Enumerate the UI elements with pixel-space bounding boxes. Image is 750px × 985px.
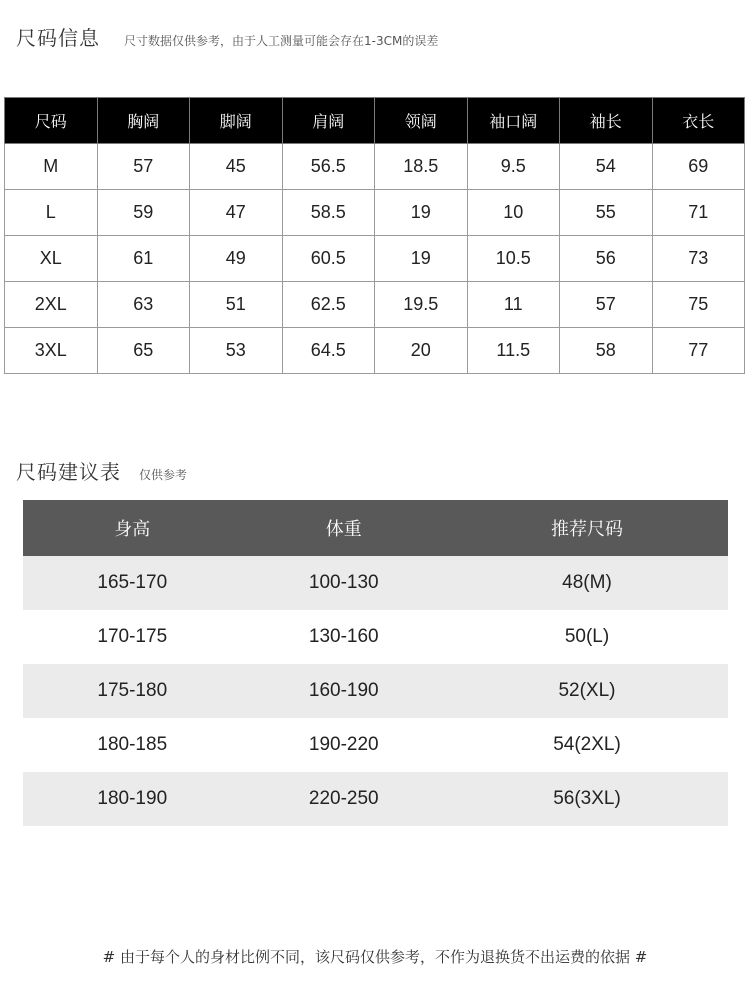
table-cell: 175-180: [23, 664, 242, 718]
table-row: [5, 282, 745, 328]
table-cell: 57: [97, 144, 190, 190]
table-row: [23, 556, 728, 610]
table-row: [23, 718, 728, 772]
recommend-title: 尺码建议表: [16, 460, 121, 484]
table-cell: 56: [560, 236, 653, 282]
table-cell: L: [5, 190, 98, 236]
col-header: 脚阔: [190, 98, 283, 144]
size-table-header: [5, 98, 745, 144]
table-cell: 77: [652, 328, 745, 374]
table-cell: 19: [375, 190, 468, 236]
table-cell: 18.5: [375, 144, 468, 190]
col-header: 身高: [23, 500, 242, 556]
col-header: 体重: [242, 500, 446, 556]
size-info-title: 尺码信息: [16, 26, 100, 50]
table-cell: 62.5: [282, 282, 375, 328]
table-cell: 100-130: [242, 556, 446, 610]
table-cell: 3XL: [5, 328, 98, 374]
table-cell: 71: [652, 190, 745, 236]
table-cell: 73: [652, 236, 745, 282]
table-cell: 2XL: [5, 282, 98, 328]
table-row: [5, 328, 745, 374]
table-cell: 65: [97, 328, 190, 374]
recommend-note: 仅供参考: [139, 468, 188, 482]
recommend-table: [23, 500, 728, 826]
table-cell: M: [5, 144, 98, 190]
table-cell: 19.5: [375, 282, 468, 328]
table-cell: 160-190: [242, 664, 446, 718]
table-cell: 10.5: [467, 236, 560, 282]
table-cell: 180-185: [23, 718, 242, 772]
col-header: 衣长: [652, 98, 745, 144]
table-cell: 52(XL): [446, 664, 728, 718]
table-cell: 220-250: [242, 772, 446, 826]
table-cell: 190-220: [242, 718, 446, 772]
table-cell: 51: [190, 282, 283, 328]
table-cell: 54: [560, 144, 653, 190]
col-header: 袖长: [560, 98, 653, 144]
table-row: [23, 772, 728, 826]
table-cell: 55: [560, 190, 653, 236]
table-cell: 61: [97, 236, 190, 282]
table-cell: 50(L): [446, 610, 728, 664]
size-info-heading: [16, 22, 438, 51]
table-cell: 57: [560, 282, 653, 328]
table-cell: 56.5: [282, 144, 375, 190]
table-row: [5, 190, 745, 236]
table-cell: 10: [467, 190, 560, 236]
table-cell: 48(M): [446, 556, 728, 610]
table-cell: 54(2XL): [446, 718, 728, 772]
table-cell: 64.5: [282, 328, 375, 374]
table-cell: XL: [5, 236, 98, 282]
table-cell: 53: [190, 328, 283, 374]
disclaimer-footer: # 由于每个人的身材比例不同，该尺码仅供参考，不作为退换货不出运费的依据 #: [102, 948, 648, 966]
table-cell: 58.5: [282, 190, 375, 236]
table-cell: 11.5: [467, 328, 560, 374]
size-table: [4, 97, 745, 374]
table-row: [23, 610, 728, 664]
table-cell: 170-175: [23, 610, 242, 664]
size-info-note: 尺寸数据仅供参考，由于人工测量可能会存在1-3CM的误差: [124, 34, 439, 48]
table-row: [5, 144, 745, 190]
table-cell: 60.5: [282, 236, 375, 282]
col-header: 领阔: [375, 98, 468, 144]
table-cell: 69: [652, 144, 745, 190]
table-cell: 59: [97, 190, 190, 236]
table-row: [23, 664, 728, 718]
recommend-table-header: [23, 500, 728, 556]
table-cell: 180-190: [23, 772, 242, 826]
col-header: 袖口阔: [467, 98, 560, 144]
table-cell: 19: [375, 236, 468, 282]
table-cell: 130-160: [242, 610, 446, 664]
table-row: [5, 236, 745, 282]
table-cell: 58: [560, 328, 653, 374]
col-header: 推荐尺码: [446, 500, 728, 556]
table-cell: 49: [190, 236, 283, 282]
table-cell: 11: [467, 282, 560, 328]
table-cell: 165-170: [23, 556, 242, 610]
col-header: 胸阔: [97, 98, 190, 144]
table-cell: 75: [652, 282, 745, 328]
table-cell: 9.5: [467, 144, 560, 190]
recommend-heading: [16, 456, 187, 485]
table-cell: 20: [375, 328, 468, 374]
table-cell: 63: [97, 282, 190, 328]
col-header: 肩阔: [282, 98, 375, 144]
table-cell: 56(3XL): [446, 772, 728, 826]
table-cell: 45: [190, 144, 283, 190]
col-header: 尺码: [5, 98, 98, 144]
table-cell: 47: [190, 190, 283, 236]
